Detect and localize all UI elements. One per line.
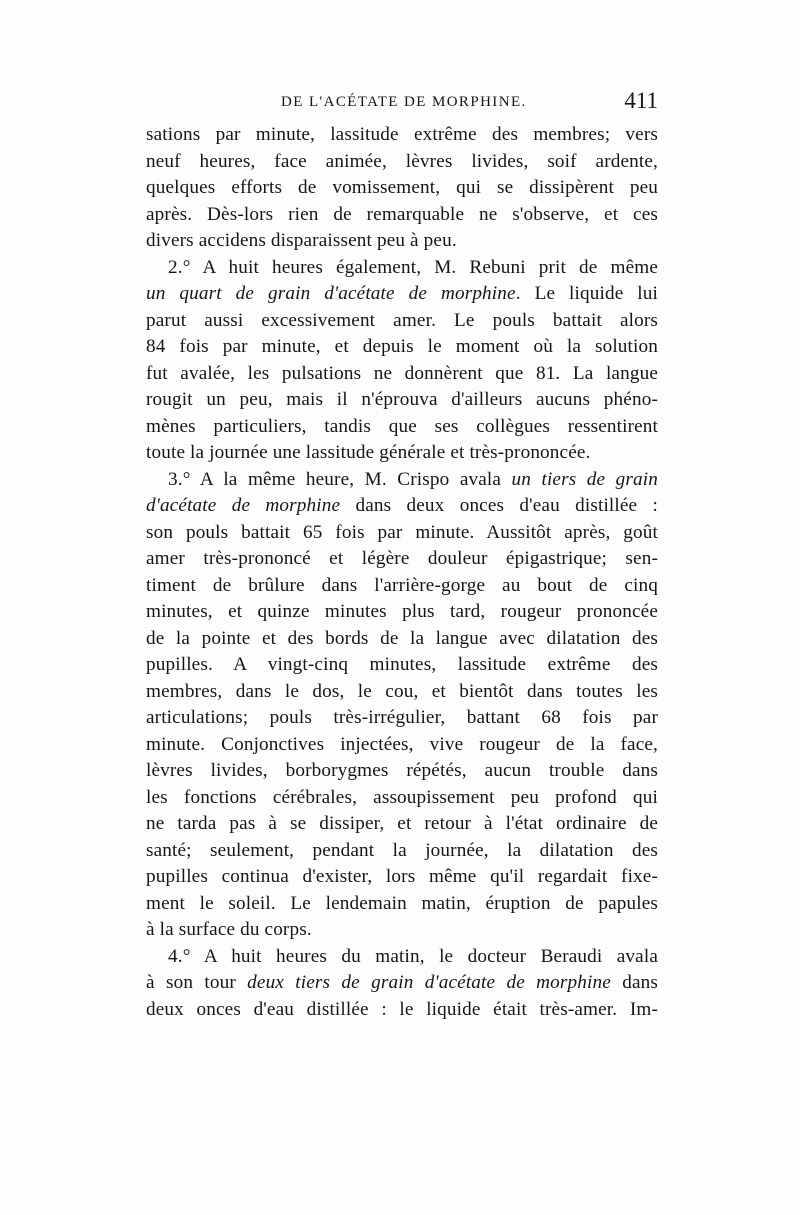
body-text: [146, 122, 658, 1023]
line-text: lèvres livides, borborygmes répétés, aucun trouble dans: [146, 760, 658, 781]
text-line: [146, 732, 658, 759]
line-text: à la surface du corps.: [146, 919, 312, 940]
text-line: [146, 679, 658, 706]
line-text: toute la journée une lassitude générale et très-prononcée.: [146, 442, 591, 463]
text-line: [146, 891, 658, 918]
text-line: [146, 467, 658, 494]
text-line: [146, 811, 658, 838]
text-line: [146, 546, 658, 573]
line-text: dans deux onces d'eau distillée :: [340, 495, 658, 516]
line-text: rougit un peu, mais il n'éprouva d'ailleurs aucuns phéno-: [146, 389, 658, 410]
text-line: [146, 838, 658, 865]
line-text: les fonctions cérébrales, assoupissement peu profond qui: [146, 786, 658, 808]
text-line: [146, 652, 658, 679]
text-line: [146, 970, 658, 997]
line-text: santé; seulement, pendant la journée, la dilatation des: [146, 839, 658, 861]
line-text: parut aussi excessivement amer. Le pouls battait alors: [146, 309, 658, 331]
line-text: pupilles continua d'exister, lors même qu'il regardait fixe-: [146, 866, 658, 887]
line-text: de la pointe et des bords de la langue avec dilatation des: [146, 627, 658, 649]
italic-text: un quart de grain d'acétate de morphine: [146, 283, 516, 304]
line-text: minutes, et quinze minutes plus tard, rougeur prononcée: [146, 601, 658, 622]
line-text: dans: [610, 972, 658, 993]
line-text: ment le soleil. Le lendemain matin, éruption de papules: [146, 892, 658, 914]
text-line: [146, 440, 658, 467]
text-line: [146, 493, 658, 520]
line-text: minute. Conjonctives injectées, vive rougeur de la face,: [146, 733, 658, 755]
text-line: [146, 149, 658, 176]
text-line: [146, 785, 658, 812]
line-text: quelques efforts de vomissement, qui se dissipèrent peu: [146, 177, 658, 198]
italic-text: deux tiers de grain d'acétate de morphine: [247, 972, 611, 993]
line-text: amer très-prononcé et légère douleur épigastrique; sen-: [146, 548, 658, 569]
page-header: [146, 88, 658, 118]
text-line: [146, 758, 658, 785]
line-text: son pouls battait 65 fois par minute. Aussitôt après, goût: [146, 521, 658, 543]
text-line: [146, 122, 658, 149]
page-number: 411: [624, 88, 658, 113]
line-text: articulations; pouls très-irrégulier, battant 68 fois par: [146, 707, 658, 728]
line-text: mènes particuliers, tandis que ses collègues ressentirent: [146, 415, 658, 437]
text-line: [146, 414, 658, 441]
line-text: membres, dans le dos, le cou, et bientôt dans toutes les: [146, 680, 658, 702]
line-text: . Le liquide lui: [515, 283, 659, 304]
text-line: [146, 202, 658, 229]
line-text: à son tour: [146, 972, 248, 993]
text-line: [146, 175, 658, 202]
text-line: [146, 944, 658, 971]
text-line: [146, 361, 658, 388]
running-title: DE L'ACÉTATE DE MORPHINE.: [281, 94, 527, 110]
text-line: [146, 228, 658, 255]
italic-text: un tiers de grain: [511, 468, 658, 490]
text-line: [146, 573, 658, 600]
text-line: [146, 334, 658, 361]
text-line: [146, 308, 658, 335]
italic-text: d'acétate de morphine: [146, 495, 341, 516]
line-text: ne tarda pas à se dissiper, et retour à l'état ordinaire de: [146, 813, 658, 834]
line-text: fut avalée, les pulsations ne donnèrent que 81. La langue: [146, 362, 658, 384]
line-text: 3.° A la même heure, M. Crispo avala: [168, 468, 512, 490]
text-line: [146, 387, 658, 414]
line-text: timent de brûlure dans l'arrière-gorge au bout de cinq: [146, 574, 658, 596]
text-line: [146, 705, 658, 732]
text-line: [146, 255, 658, 282]
line-text: sations par minute, lassitude extrême des membres; vers: [146, 124, 658, 145]
line-text: deux onces d'eau distillée : le liquide était très-amer. Im-: [146, 998, 658, 1020]
line-text: neuf heures, face animée, lèvres livides, soif ardente,: [146, 150, 658, 172]
line-text: pupilles. A vingt-cinq minutes, lassitude extrême des: [146, 654, 658, 675]
text-line: [146, 917, 658, 944]
text-line: [146, 599, 658, 626]
line-text: après. Dès-lors rien de remarquable ne s'observe, et ces: [146, 203, 658, 225]
text-line: [146, 864, 658, 891]
line-text: 84 fois par minute, et depuis le moment où la solution: [146, 336, 658, 357]
text-line: [146, 281, 658, 308]
line-text: 2.° A huit heures également, M. Rebuni prit de même: [168, 256, 658, 278]
text-line: [146, 520, 658, 547]
line-text: divers accidens disparaissent peu à peu.: [146, 230, 457, 251]
line-text: 4.° A huit heures du matin, le docteur Beraudi avala: [168, 945, 658, 967]
text-line: [146, 626, 658, 653]
text-line: [146, 997, 658, 1024]
